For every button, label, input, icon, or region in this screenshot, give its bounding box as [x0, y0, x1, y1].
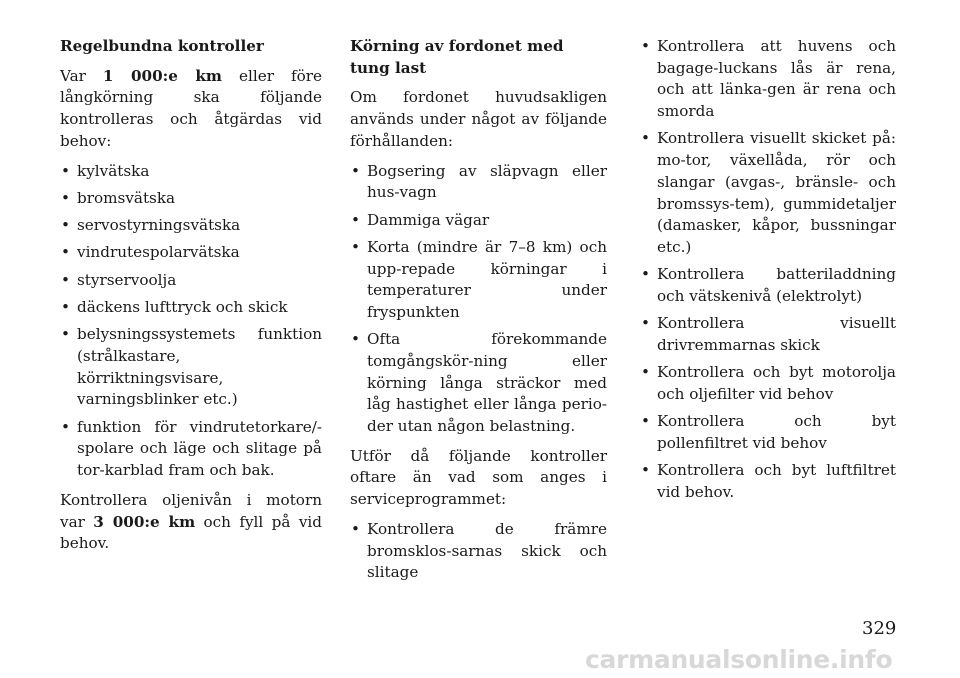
- list-item: • vindrutespolarvätska: [60, 242, 322, 264]
- list-item: • Kontrollera och byt luftfiltret vid behov.: [640, 460, 896, 503]
- heading-heavy-load: Körning av fordonet med tung last: [350, 37, 564, 77]
- watermark[interactable]: carmanualsonline.info: [585, 645, 893, 674]
- heading-regular-checks: Regelbundna kontroller: [60, 37, 264, 55]
- conditions-list: [350, 161, 607, 438]
- list-item: • Kontrollera och byt pollenfiltret vid behov: [640, 411, 896, 454]
- list-item: • Kontrollera visuellt drivremmarnas skick: [640, 313, 896, 356]
- extra-checks-list: [350, 519, 607, 584]
- list-item: • kylvätska: [60, 161, 322, 183]
- oil-interval-bold: 3 000:e km: [93, 512, 196, 531]
- list-item: • Kontrollera visuellt skicket på: mo-tor, växellåda, rör och slangar (avgas-, bränsle- och bromssys-tem), gummidetaljer (damasker, kåpor, bussningar etc.): [640, 128, 896, 258]
- page-number: 329: [862, 618, 897, 639]
- list-item: • Dammiga vägar: [350, 210, 607, 232]
- column-3: [640, 36, 896, 512]
- list-item: • Kontrollera de främre bromsklos-sarnas skick och slitage: [350, 519, 607, 584]
- list-item: • styrservoolja: [60, 270, 322, 292]
- conditions-intro: Om fordonet huvudsakligen används under något av följande förhållanden:: [350, 88, 607, 150]
- list-item: • Korta (mindre är 7–8 km) och upp-repade körningar i temperaturer under fryspunkten: [350, 237, 607, 324]
- column-2: [350, 36, 607, 592]
- list-item: • bromsvätska: [60, 188, 322, 210]
- frequency-paragraph: Utför då följande kontroller oftare än vad som anges i serviceprogrammet:: [350, 446, 607, 509]
- oil-check-paragraph: Kontrollera oljenivån i motorn var 3 000:e km och fyll på vid behov.: [60, 490, 322, 553]
- list-item: • Ofta förekommande tomgångskör-ning eller körning långa sträckor med låg hastighet eller långa perio-der utan någon belastning.: [350, 329, 607, 438]
- interval-bold: 1 000:e km: [102, 66, 222, 85]
- extra-checks-list-continued: [640, 36, 896, 504]
- list-item: • däckens lufttryck och skick: [60, 297, 322, 319]
- list-item: • servostyrningsvätska: [60, 215, 322, 237]
- list-item: • Kontrollera att huvens och bagage-luckans lås är rena, och att länka-gen är rena och smorda: [640, 36, 896, 123]
- intro-paragraph: Var 1 000:e km eller före långkörning ska följande kontrolleras och åtgärdas vid behov:: [60, 66, 322, 150]
- list-item: • Bogsering av släpvagn eller hus-vagn: [350, 161, 607, 204]
- list-item: • belysningssystemets funktion (strålkastare, körriktningsvisare, varningsblinker etc.): [60, 324, 322, 411]
- list-item: • Kontrollera och byt motorolja och oljefilter vid behov: [640, 362, 896, 405]
- list-item: • funktion för vindrutetorkare/-spolare och läge och slitage på tor-karblad fram och bak.: [60, 417, 322, 482]
- column-1: [60, 36, 322, 563]
- check-list: [60, 161, 322, 482]
- list-item: • Kontrollera batteriladdning och vätskenivå (elektrolyt): [640, 264, 896, 307]
